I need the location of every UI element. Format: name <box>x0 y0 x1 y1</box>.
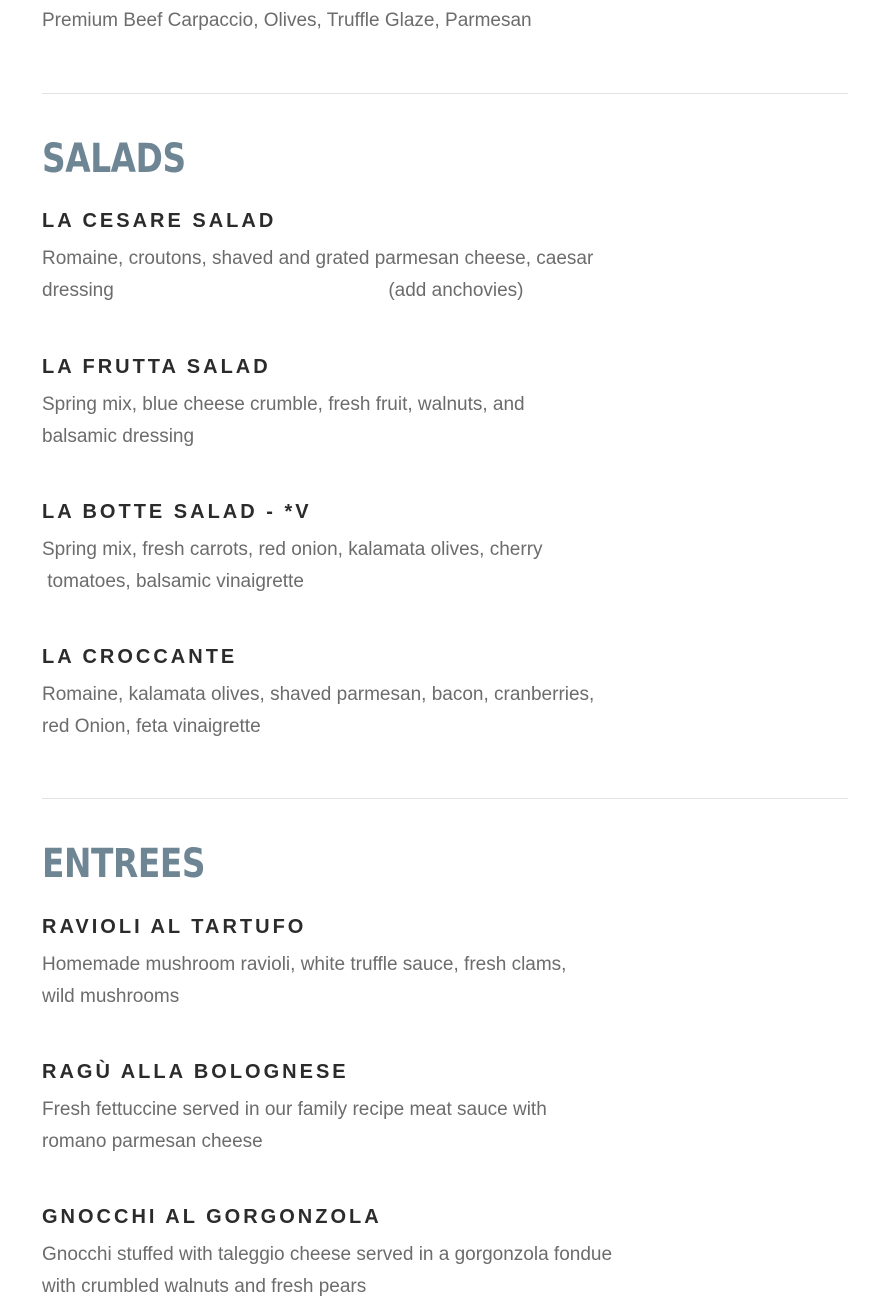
item-description: Spring mix, fresh carrots, red onion, kalamata olives, cherry tomatoes, balsamic vinaigrette <box>42 539 543 592</box>
menu-item-la-cesare-salad <box>42 208 662 306</box>
item-name: GNOCCHI AL GORGONZOLA <box>42 1206 382 1228</box>
menu-item-la-frutta-salad <box>42 354 662 452</box>
item-description: Romaine, croutons, shaved and grated parmesan cheese, caesar dressing (add anchovies) <box>42 248 594 301</box>
menu-item-ravioli-al-tartufo <box>42 914 662 1012</box>
item-name: LA BOTTE SALAD - *V <box>42 501 312 523</box>
item-description: Fresh fettuccine served in our family recipe meat sauce with romano parmesan cheese <box>42 1099 547 1152</box>
menu-item-gnocchi-al-gorgonzola <box>42 1204 742 1302</box>
item-name: LA FRUTTA SALAD <box>42 356 271 378</box>
menu-item-la-croccante <box>42 644 662 742</box>
item-description: Romaine, kalamata olives, shaved parmesan, bacon, cranberries, red Onion, feta vinaigrette <box>42 684 595 737</box>
section-divider <box>42 798 848 799</box>
item-name: LA CESARE SALAD <box>42 210 277 232</box>
carpaccio-description: Premium Beef Carpaccio, Olives, Truffle Glaze, Parmesan <box>42 10 532 31</box>
item-name: RAVIOLI AL TARTUFO <box>42 916 307 938</box>
item-description: Gnocchi stuffed with taleggio cheese served in a gorgonzola fondue with crumbled walnuts and fresh pears <box>42 1244 613 1297</box>
item-name: LA CROCCANTE <box>42 646 238 668</box>
menu-item-ragu-alla-bolognese <box>42 1059 662 1157</box>
section-divider <box>42 93 848 94</box>
item-description: Spring mix, blue cheese crumble, fresh fruit, walnuts, and balsamic dressing <box>42 394 525 447</box>
item-description: Homemade mushroom ravioli, white truffle sauce, fresh clams, wild mushrooms <box>42 954 567 1007</box>
section-title-entrees: ENTREES <box>42 841 206 887</box>
section-title-salads: SALADS <box>42 136 186 182</box>
menu-item-la-botte-salad <box>42 499 662 597</box>
item-name: RAGÙ ALLA BOLOGNESE <box>42 1061 349 1083</box>
